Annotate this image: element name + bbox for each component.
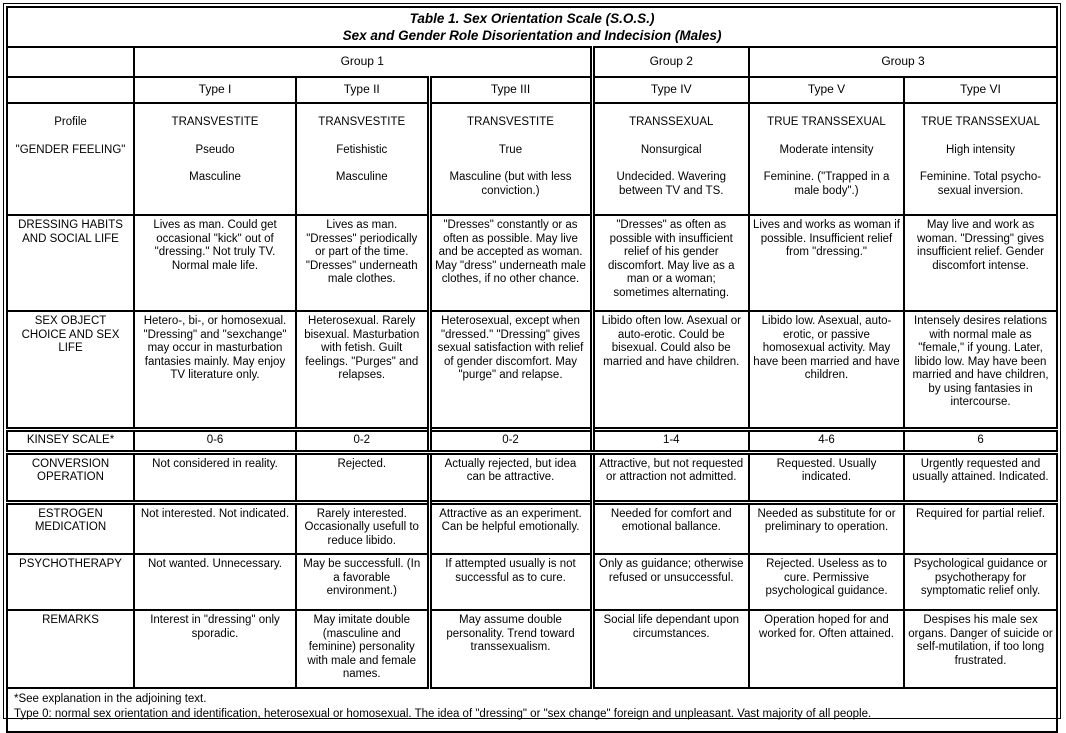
- profile-cell-line: TRANSSEXUAL: [629, 116, 714, 128]
- estrogen-medication-row: [7, 502, 1057, 554]
- table-cell: Lives and works as woman if possible. Insufficient relief from "dressing.": [749, 215, 904, 311]
- table-cell: Heterosexual, except when "dressed." "Dressing" gives sexual satisfaction with relief of gender discomfort. May "purge" and relapse.: [429, 311, 592, 429]
- table-cell: [749, 103, 904, 215]
- table-cell: 0-6: [134, 429, 296, 452]
- table-cell: [904, 103, 1057, 215]
- row-label-kinsey-scale: KINSEY SCALE*: [7, 429, 134, 452]
- table-cell: Lives as man. Could get occasional "kick" out of "dressing." Not truly TV. Normal male life.: [134, 215, 296, 311]
- table-cell: [296, 103, 429, 215]
- table-cell: Requested. Usually indicated.: [749, 452, 904, 502]
- table-outer-frame: [3, 3, 1061, 719]
- kinsey-scale-row: [7, 429, 1057, 452]
- table-title-line2: Sex and Gender Role Disorientation and Indecision (Males): [342, 28, 722, 43]
- profile-cell-line: Undecided. Wavering between TV and TS.: [616, 171, 727, 197]
- group-header-row: [7, 47, 1057, 77]
- type-vi-header: Type VI: [904, 77, 1057, 103]
- profile-row: [7, 103, 1057, 215]
- corner-cell: [7, 77, 134, 103]
- conversion-operation-row: [7, 452, 1057, 502]
- table-cell: 0-2: [296, 429, 429, 452]
- table-cell: Rejected. Useless as to cure. Permissive psychological guidance.: [749, 554, 904, 610]
- table-cell: Attractive as an experiment. Can be helpful emotionally.: [429, 502, 592, 554]
- footnote-line1: *See explanation in the adjoining text.: [14, 693, 207, 705]
- profile-cell-line: TRANSVESTITE: [467, 116, 554, 128]
- table-cell: Only as guidance; otherwise refused or unsuccessful.: [592, 554, 749, 610]
- table-cell: 6: [904, 429, 1057, 452]
- table-cell: Needed as substitute for or preliminary to operation.: [749, 502, 904, 554]
- profile-cell-line: Fetishistic: [336, 143, 388, 156]
- table-cell: [429, 103, 592, 215]
- row-label-remarks: REMARKS: [7, 610, 134, 688]
- table-title: [7, 7, 1057, 47]
- footnote-row: [7, 688, 1057, 732]
- profile-cell-line: Masculine: [189, 171, 241, 183]
- profile-cell-line: High intensity: [946, 143, 1016, 156]
- table-cell: [134, 103, 296, 215]
- type-i-header: Type I: [134, 77, 296, 103]
- table-cell: "Dresses" constantly or as often as possible. May live and be accepted as woman. May "dress" underneath male clothes, if no other chance.: [429, 215, 592, 311]
- psychotherapy-row: [7, 554, 1057, 610]
- table-cell: May live and work as woman. "Dressing" gives insufficient relief. Gender discomfort intense.: [904, 215, 1057, 311]
- table-cell: Needed for comfort and emotional ballance.: [592, 502, 749, 554]
- footnote-line2: Type 0: normal sex orientation and identification, heterosexual or homosexual. The idea of "dressing" or "sex change" foreign and unpleasant. Vast majority of all people.: [14, 707, 872, 720]
- table-cell: Psychological guidance or psychotherapy for symptomatic relief only.: [904, 554, 1057, 610]
- profile-cell-line: True: [498, 143, 523, 156]
- sex-object-row: [7, 311, 1057, 429]
- profile-label-line1: Profile: [54, 116, 87, 128]
- table-cell: Rarely interested. Occasionally usefull to reduce libido.: [296, 502, 429, 554]
- profile-cell-line: TRANSVESTITE: [318, 116, 406, 128]
- row-label-psychotherapy: PSYCHOTHERAPY: [7, 554, 134, 610]
- profile-cell-line: Feminine. ("Trapped in a male body".): [763, 171, 890, 197]
- type-iii-header: Type III: [429, 77, 592, 103]
- footnotes: [7, 688, 1057, 732]
- profile-cell-line: Masculine (but with less conviction.): [449, 171, 572, 197]
- profile-cell-line: Masculine: [335, 171, 388, 183]
- table-cell: Not wanted. Unnecessary.: [134, 554, 296, 610]
- table-cell: Despises his male sex organs. Danger of suicide or self-mutilation, if too long frustrated.: [904, 610, 1057, 688]
- type-ii-header: Type II: [296, 77, 429, 103]
- group-3-header: Group 3: [749, 47, 1057, 77]
- row-label-dressing-habits: DRESSING HABITS AND SOCIAL LIFE: [7, 215, 134, 311]
- type-header-row: [7, 77, 1057, 103]
- corner-cell: [7, 47, 134, 77]
- profile-label-line2: "GENDER FEELING": [15, 143, 126, 156]
- table-cell: Not interested. Not indicated.: [134, 502, 296, 554]
- remarks-row: [7, 610, 1057, 688]
- table-cell: Hetero-, bi-, or homosexual. "Dressing" and "sexchange" may occur in masturbation fantasies mainly. May enjoy TV literature only.: [134, 311, 296, 429]
- table-cell: If attempted usually is not successful as to cure.: [429, 554, 592, 610]
- table-cell: Attractive, but not requested or attraction not admitted.: [592, 452, 749, 502]
- row-label-sex-object: SEX OBJECT CHOICE AND SEX LIFE: [7, 311, 134, 429]
- profile-cell-line: Nonsurgical: [640, 143, 702, 156]
- table-cell: Lives as man. "Dresses" periodically or part of the time. "Dresses" underneath male clothes.: [296, 215, 429, 311]
- profile-cell-line: TRANSVESTITE: [171, 116, 259, 128]
- table-cell: Libido often low. Asexual or auto-erotic. Could be bisexual. Could also be married and have children.: [592, 311, 749, 429]
- table-cell: Required for partial relief.: [904, 502, 1057, 554]
- type-iv-header: Type IV: [592, 77, 749, 103]
- table-cell: 4-6: [749, 429, 904, 452]
- profile-cell-line: TRUE TRANSSEXUAL: [921, 116, 1040, 128]
- dressing-habits-row: [7, 215, 1057, 311]
- group-1-header: Group 1: [134, 47, 592, 77]
- table-cell: May imitate double (masculine and feminine) personality with male and female names.: [296, 610, 429, 688]
- table-cell: 0-2: [429, 429, 592, 452]
- table-cell: Not considered in reality.: [134, 452, 296, 502]
- table-cell: Social life dependant upon circumstances.: [592, 610, 749, 688]
- profile-cell-line: Moderate intensity: [779, 143, 874, 156]
- table-cell: Rejected.: [296, 452, 429, 502]
- table-cell: Libido low. Asexual, auto-erotic, or passive homosexual activity. May have been married and have children.: [749, 311, 904, 429]
- table-cell: Actually rejected, but idea can be attractive.: [429, 452, 592, 502]
- row-label-profile: [7, 103, 134, 215]
- table-cell: [592, 103, 749, 215]
- table-cell: 1-4: [592, 429, 749, 452]
- profile-cell-line: Pseudo: [195, 143, 235, 156]
- table-cell: Intensely desires relations with normal male as "female," if young. Later, libido low. May have been married and have children, by using fantasies in intercourse.: [904, 311, 1057, 429]
- profile-cell-line: Feminine. Total psycho-sexual inversion.: [919, 171, 1042, 197]
- table-cell: "Dresses" as often as possible with insufficient relief of his gender discomfort. May live as a man or a woman; sometimes alternating.: [592, 215, 749, 311]
- profile-cell-line: TRUE TRANSSEXUAL: [767, 116, 886, 128]
- row-label-estrogen-medication: ESTROGEN MEDICATION: [7, 502, 134, 554]
- table-cell: May assume double personality. Trend toward transsexualism.: [429, 610, 592, 688]
- sos-table: [6, 6, 1058, 733]
- table-cell: Urgently requested and usually attained. Indicated.: [904, 452, 1057, 502]
- table-cell: Interest in "dressing" only sporadic.: [134, 610, 296, 688]
- title-row: [7, 7, 1057, 47]
- group-2-header: Group 2: [592, 47, 749, 77]
- type-v-header: Type V: [749, 77, 904, 103]
- table-cell: Heterosexual. Rarely bisexual. Masturbation with fetish. Guilt feelings. "Purges" and relapses.: [296, 311, 429, 429]
- table-cell: Operation hoped for and worked for. Often attained.: [749, 610, 904, 688]
- table-title-line1: Table 1. Sex Orientation Scale (S.O.S.): [409, 11, 655, 26]
- row-label-conversion-operation: CONVERSION OPERATION: [7, 452, 134, 502]
- table-cell: May be successfull. (In a favorable environment.): [296, 554, 429, 610]
